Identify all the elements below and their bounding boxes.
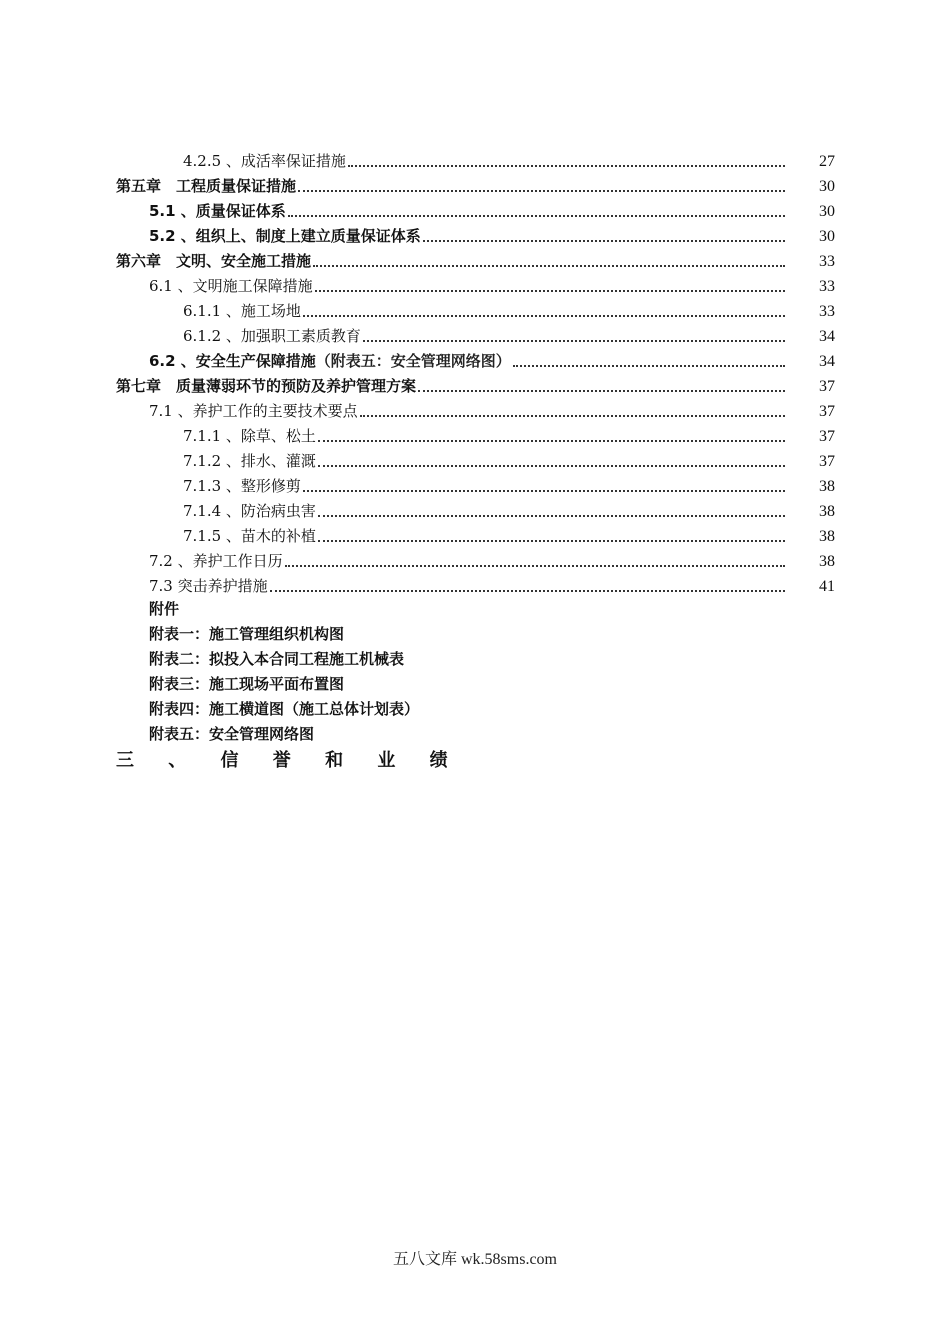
toc-leader-dots: [303, 484, 785, 492]
toc-entry[interactable]: [149, 271, 835, 296]
toc-entry[interactable]: [116, 171, 835, 196]
toc-page-number: 38: [819, 528, 835, 545]
toc-entry[interactable]: [183, 446, 835, 471]
toc-page-number: 38: [819, 553, 835, 570]
toc-leader-dots: [423, 234, 785, 242]
toc-page-number: 30: [819, 203, 835, 220]
appendix-item: 附表四：施工横道图（施工总体计划表）: [149, 700, 420, 718]
toc-page-number: 30: [819, 178, 835, 195]
toc-entry[interactable]: [183, 521, 835, 546]
appendix-item: 附表三：施工现场平面布置图: [149, 675, 345, 693]
toc-entry[interactable]: [116, 371, 835, 396]
toc-leader-dots: [303, 309, 785, 317]
toc-leader-dots: [298, 184, 785, 192]
toc-entry-label: 6.1 、文明施工保障措施: [149, 277, 313, 295]
toc-leader-dots: [285, 559, 785, 567]
toc-page-number: 27: [819, 153, 835, 170]
toc-entry[interactable]: [116, 246, 835, 271]
toc-entry-label: 5.1 、质量保证体系: [149, 202, 286, 220]
toc-entry-label: 6.2 、安全生产保障措施: [149, 352, 316, 370]
toc-page-number: 37: [819, 428, 835, 445]
toc-page-number: 30: [819, 228, 835, 245]
toc-leader-dots: [318, 459, 785, 467]
toc-leader-dots: [360, 409, 785, 417]
toc-page-number: 37: [819, 378, 835, 395]
toc-entry[interactable]: [183, 146, 835, 171]
toc-leader-dots: [513, 359, 785, 367]
toc-entry[interactable]: [149, 196, 835, 221]
toc-page-number: 37: [819, 403, 835, 420]
toc-entry[interactable]: [149, 571, 835, 596]
toc-page-number: 37: [819, 453, 835, 470]
toc-leader-dots: [418, 384, 785, 392]
toc-leader-dots: [270, 584, 785, 592]
toc-leader-dots: [288, 209, 785, 217]
toc-page-number: 34: [819, 328, 835, 345]
toc-leader-dots: [315, 284, 785, 292]
toc-entry[interactable]: [149, 546, 835, 571]
appendix-title: 附件: [149, 600, 180, 618]
section-heading: 三 、 信 誉 和 业 绩: [116, 750, 462, 771]
toc-entry[interactable]: [149, 346, 835, 371]
toc-leader-dots: [318, 534, 785, 542]
toc-entry-label: 7.1.4 、防治病虫害: [183, 502, 316, 520]
toc-entry-label: 第六章 文明、安全施工措施: [116, 252, 312, 270]
toc-entry-label: 7.1 、养护工作的主要技术要点: [149, 402, 358, 420]
toc-entry-label: 7.2 、养护工作日历: [149, 552, 283, 570]
toc-leader-dots: [318, 434, 785, 442]
toc-page-number: 41: [819, 578, 835, 595]
toc-page-number: 38: [819, 478, 835, 495]
toc-entry-label: 7.1.5 、苗木的补植: [183, 527, 316, 545]
toc-leader-dots: [363, 334, 785, 342]
toc-entry-label: 第五章 工程质量保证措施: [116, 177, 297, 195]
toc-entry[interactable]: [183, 496, 835, 521]
toc-leader-dots: [318, 509, 785, 517]
toc-leader-dots: [313, 259, 785, 267]
toc-entry[interactable]: [183, 471, 835, 496]
toc-page-number: 34: [819, 353, 835, 370]
toc-entry-label: 7.3 突击养护措施: [149, 577, 268, 595]
toc-entry-label: 第七章 质量薄弱环节的预防及养护管理方案: [116, 377, 417, 395]
toc-entry-label: 7.1.1 、除草、松土: [183, 427, 316, 445]
toc-page-number: 38: [819, 503, 835, 520]
toc-entry[interactable]: [183, 421, 835, 446]
footer-watermark: 五八文库 wk.58sms.com: [392, 1251, 557, 1268]
toc-entry-label: 4.2.5 、成活率保证措施: [183, 152, 346, 170]
toc-entry[interactable]: [149, 221, 835, 246]
toc-page-number: 33: [819, 303, 835, 320]
toc-leader-dots: [348, 159, 785, 167]
appendix-item: 附表二：拟投入本合同工程施工机械表: [149, 650, 405, 668]
appendix-item: 附表一：施工管理组织机构图: [149, 625, 345, 643]
toc-entry-label: 7.1.2 、排水、灌溉: [183, 452, 316, 470]
toc-page-number: 33: [819, 253, 835, 270]
toc-entry-label: 7.1.3 、整形修剪: [183, 477, 301, 495]
toc-entry[interactable]: [149, 396, 835, 421]
toc-entry-label: 6.1.2 、加强职工素质教育: [183, 327, 361, 345]
appendix-item: 附表五：安全管理网络图: [149, 725, 315, 743]
toc-entry-label: 6.1.1 、施工场地: [183, 302, 301, 320]
toc-entry[interactable]: [183, 321, 835, 346]
toc-page-number: 33: [819, 278, 835, 295]
toc-entry[interactable]: [183, 296, 835, 321]
toc-entry-label: 5.2 、组织上、制度上建立质量保证体系: [149, 227, 421, 245]
toc-entry-note: （附表五：安全管理网络图）: [315, 352, 511, 370]
